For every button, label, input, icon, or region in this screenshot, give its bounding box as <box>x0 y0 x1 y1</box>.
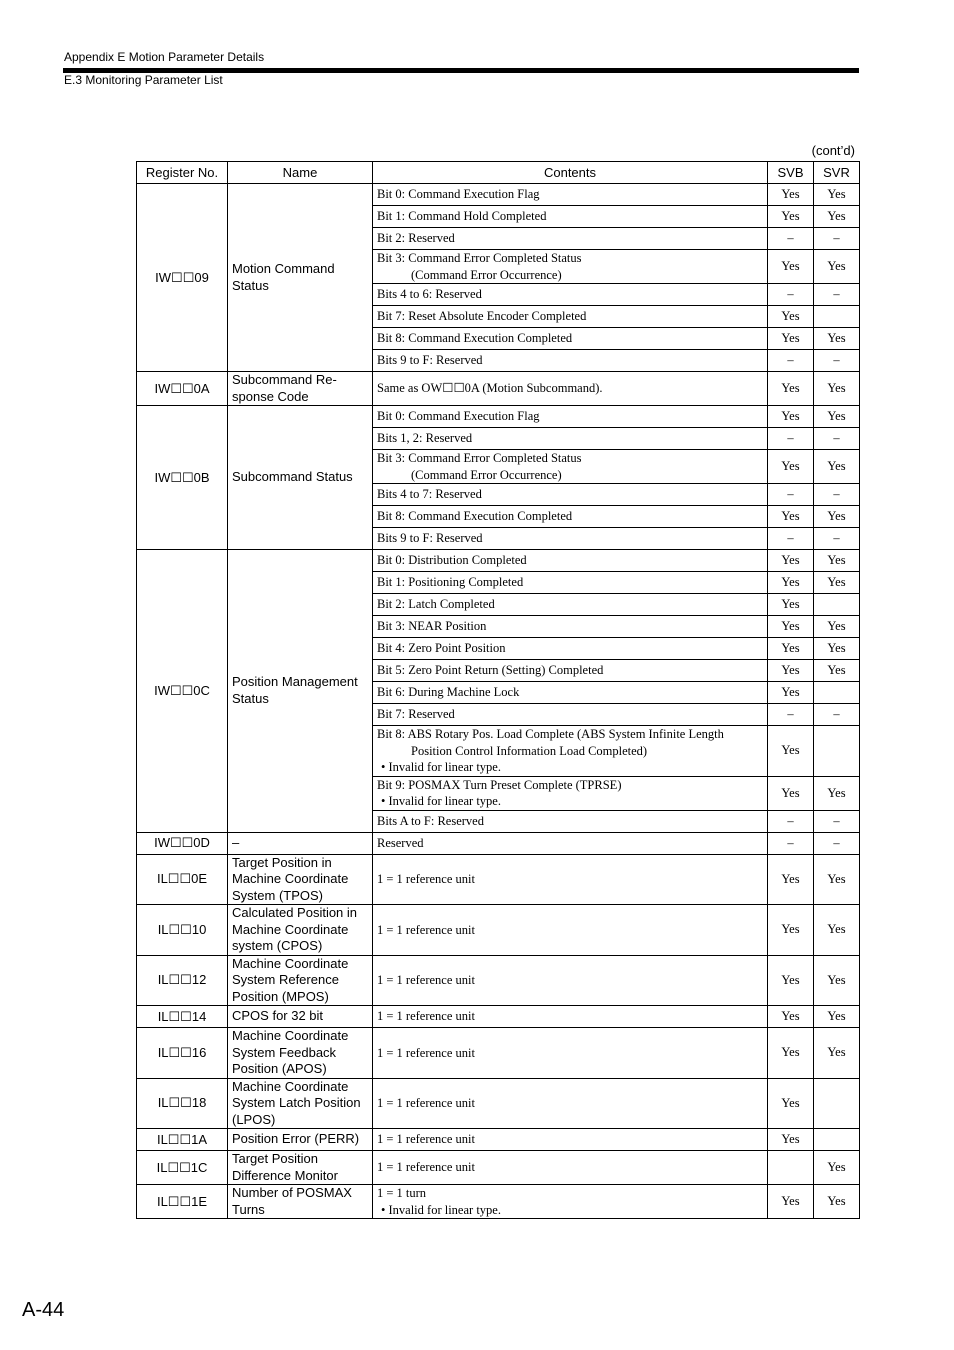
contents-cell <box>373 484 768 506</box>
contents-text: 1 = 1 reference unit <box>377 1096 475 1110</box>
contents-cell <box>373 1078 768 1129</box>
contents-subtext: (Command Error Occurrence) <box>411 267 562 282</box>
contents-cell <box>373 328 768 350</box>
table-header-row <box>137 162 860 184</box>
contents-text: Bits 1, 2: Reserved <box>377 431 473 446</box>
svr-cell: – <box>814 428 860 450</box>
parameter-name-cell: Machine Coordinate System Reference Position (MPOS) <box>228 955 373 1006</box>
contents-cell <box>373 682 768 704</box>
svr-cell <box>814 594 860 616</box>
register-number-cell: IL☐☐16 <box>137 1028 228 1079</box>
svb-cell: Yes <box>768 506 814 528</box>
contents-text: Bit 3: Command Error Completed Status <box>377 251 582 265</box>
parameter-name-cell: Calculated Position in Machine Coordinate system (CPOS) <box>228 905 373 956</box>
parameter-name-cell: – <box>228 832 373 854</box>
svb-cell: Yes <box>768 660 814 682</box>
svr-cell: – <box>814 528 860 550</box>
contents-text: 1 = 1 reference unit <box>377 872 475 886</box>
contents-text: 1 = 1 reference unit <box>377 922 475 937</box>
contents-text: Bits 4 to 6: Reserved <box>377 287 482 302</box>
svb-cell: Yes <box>768 406 814 428</box>
contents-cell <box>373 776 768 810</box>
parameter-name-cell: Motion Command Status <box>228 184 373 372</box>
svr-cell: Yes <box>814 184 860 206</box>
contents-cell <box>373 726 768 777</box>
svb-cell: – <box>768 810 814 832</box>
contents-text: Bit 7: Reset Absolute Encoder Completed <box>377 309 587 324</box>
register-number-cell: IL☐☐12 <box>137 955 228 1006</box>
svr-cell: – <box>814 228 860 250</box>
contents-cell <box>373 832 768 854</box>
svb-cell: Yes <box>768 955 814 1006</box>
table-row <box>137 1185 860 1219</box>
svb-cell: Yes <box>768 328 814 350</box>
contents-subtext: Position Control Information Load Completed) <box>411 743 648 758</box>
svr-cell: – <box>814 350 860 372</box>
contents-text: Bits 9 to F: Reserved <box>377 531 483 546</box>
table-row <box>137 406 860 428</box>
svb-cell: Yes <box>768 450 814 484</box>
contents-cell <box>373 905 768 956</box>
contents-cell <box>373 284 768 306</box>
svb-cell: – <box>768 428 814 450</box>
svb-cell: Yes <box>768 776 814 810</box>
contents-cell <box>373 450 768 484</box>
svr-cell: Yes <box>814 1006 860 1028</box>
svr-cell: Yes <box>814 854 860 905</box>
svr-cell <box>814 682 860 704</box>
svr-cell: Yes <box>814 506 860 528</box>
contents-text: 1 = 1 reference unit <box>377 1009 475 1024</box>
monitoring-parameter-table <box>136 161 860 1219</box>
page-number: A-44 <box>22 1299 65 1321</box>
svr-cell: Yes <box>814 1151 860 1185</box>
svr-cell: Yes <box>814 1028 860 1079</box>
svb-cell: Yes <box>768 1129 814 1151</box>
svr-cell: Yes <box>814 450 860 484</box>
register-number-cell: IW☐☐0D <box>137 832 228 854</box>
svb-cell: Yes <box>768 1078 814 1129</box>
svb-cell: Yes <box>768 638 814 660</box>
contents-note: • Invalid for linear type. <box>381 1202 501 1217</box>
contents-text: Bits A to F: Reserved <box>377 813 484 828</box>
contents-cell <box>373 704 768 726</box>
svb-cell: Yes <box>768 306 814 328</box>
contents-cell <box>373 250 768 284</box>
svr-cell: Yes <box>814 638 860 660</box>
contents-text: Bit 8: Command Execution Completed <box>377 509 573 524</box>
svb-cell: Yes <box>768 905 814 956</box>
svb-cell: – <box>768 484 814 506</box>
contents-text: Bit 4: Zero Point Position <box>377 641 506 656</box>
contents-text: 1 = 1 reference unit <box>377 1132 475 1147</box>
contents-text: 1 = 1 reference unit <box>377 973 475 987</box>
table-row <box>137 854 860 905</box>
contents-cell <box>373 638 768 660</box>
register-number-cell: IL☐☐0E <box>137 854 228 905</box>
contents-cell <box>373 955 768 1006</box>
svr-cell: Yes <box>814 616 860 638</box>
contents-cell <box>373 1006 768 1028</box>
table-row <box>137 184 860 206</box>
svb-cell: – <box>768 704 814 726</box>
contents-text: Bit 3: Command Error Completed Status <box>377 451 582 465</box>
svr-cell <box>814 1129 860 1151</box>
svb-cell <box>768 1151 814 1185</box>
register-number-cell: IW☐☐0B <box>137 406 228 550</box>
table-row <box>137 1151 860 1185</box>
svr-cell: Yes <box>814 206 860 228</box>
contents-text: Bit 8: Command Execution Completed <box>377 331 573 346</box>
svb-cell: Yes <box>768 572 814 594</box>
contents-cell <box>373 1151 768 1185</box>
table-row <box>137 1078 860 1129</box>
table-row <box>137 832 860 854</box>
svr-cell: Yes <box>814 250 860 284</box>
parameter-name-cell: CPOS for 32 bit <box>228 1006 373 1028</box>
parameter-name-cell: Subcommand Status <box>228 406 373 550</box>
table-row <box>137 1028 860 1079</box>
contents-cell <box>373 1185 768 1219</box>
svb-cell: Yes <box>768 594 814 616</box>
contents-cell <box>373 660 768 682</box>
table-body <box>137 184 860 1219</box>
table-row <box>137 550 860 572</box>
contents-text: Bit 0: Distribution Completed <box>377 553 527 568</box>
contents-cell <box>373 550 768 572</box>
svr-cell <box>814 306 860 328</box>
register-number-cell: IW☐☐0A <box>137 372 228 406</box>
svr-cell: Yes <box>814 550 860 572</box>
svr-cell: Yes <box>814 955 860 1006</box>
svb-cell: – <box>768 832 814 854</box>
contents-subtext: (Command Error Occurrence) <box>411 467 562 482</box>
contents-cell <box>373 528 768 550</box>
parameter-name-cell: Target Position Difference Monitor <box>228 1151 373 1185</box>
contents-cell <box>373 506 768 528</box>
table-row <box>137 372 860 406</box>
contents-note: • Invalid for linear type. <box>381 794 501 808</box>
svb-cell: Yes <box>768 1006 814 1028</box>
svb-cell: Yes <box>768 550 814 572</box>
contents-text: Bits 9 to F: Reserved <box>377 353 483 368</box>
contents-cell <box>373 206 768 228</box>
register-number-cell: IL☐☐1E <box>137 1185 228 1219</box>
register-number-cell: IL☐☐1A <box>137 1129 228 1151</box>
svr-cell: – <box>814 810 860 832</box>
register-number-cell: IW☐☐0C <box>137 550 228 833</box>
svr-cell <box>814 726 860 777</box>
contents-cell <box>373 854 768 905</box>
table-row <box>137 1006 860 1028</box>
contents-cell <box>373 406 768 428</box>
parameter-name-cell: Number of POSMAX Turns <box>228 1185 373 1219</box>
contents-text: Bits 4 to 7: Reserved <box>377 487 482 502</box>
svb-cell: Yes <box>768 616 814 638</box>
contents-text: Bit 8: ABS Rotary Pos. Load Complete (ABS System Infinite Length <box>377 727 724 741</box>
register-number-cell: IL☐☐14 <box>137 1006 228 1028</box>
contents-text: Reserved <box>377 835 424 850</box>
contents-cell <box>373 1028 768 1079</box>
contents-cell <box>373 372 768 406</box>
contents-text: 1 = 1 reference unit <box>377 1160 475 1175</box>
contents-cell <box>373 810 768 832</box>
contents-text: 1 = 1 reference unit <box>377 1045 475 1060</box>
parameter-name-cell: Target Position in Machine Coordinate System (TPOS) <box>228 854 373 905</box>
contents-text: Bit 5: Zero Point Return (Setting) Completed <box>377 663 604 678</box>
parameter-name-cell: Machine Coordinate System Latch Position (LPOS) <box>228 1078 373 1129</box>
svb-cell: Yes <box>768 726 814 777</box>
parameter-name-cell: Machine Coordinate System Feedback Position (APOS) <box>228 1028 373 1079</box>
contents-cell <box>373 1129 768 1151</box>
svr-cell: – <box>814 484 860 506</box>
svr-cell <box>814 1078 860 1129</box>
contents-text: Bit 1: Command Hold Completed <box>377 209 547 224</box>
register-number-cell: IL☐☐10 <box>137 905 228 956</box>
contents-cell <box>373 350 768 372</box>
parameter-name-cell: Subcommand Re-sponse Code <box>228 372 373 406</box>
contents-text: Bit 2: Latch Completed <box>377 597 495 612</box>
running-header-chapter: Appendix E Motion Parameter Details <box>64 50 265 64</box>
svr-cell: Yes <box>814 572 860 594</box>
register-number-cell: IL☐☐1C <box>137 1151 228 1185</box>
svr-cell: Yes <box>814 328 860 350</box>
contents-cell <box>373 228 768 250</box>
svb-cell: – <box>768 228 814 250</box>
column-header: Name <box>228 162 373 184</box>
column-header: Contents <box>373 162 768 184</box>
svb-cell: Yes <box>768 854 814 905</box>
svr-cell: Yes <box>814 372 860 406</box>
svb-cell: Yes <box>768 184 814 206</box>
svr-cell: Yes <box>814 776 860 810</box>
table-row <box>137 1129 860 1151</box>
contents-text: Bit 0: Command Execution Flag <box>377 187 540 202</box>
contents-cell <box>373 428 768 450</box>
svr-cell: Yes <box>814 905 860 956</box>
table-row <box>137 905 860 956</box>
running-header-section: E.3 Monitoring Parameter List <box>64 73 223 87</box>
column-header: Register No. <box>137 162 228 184</box>
contents-text: Bit 0: Command Execution Flag <box>377 409 540 424</box>
svr-cell: Yes <box>814 1185 860 1219</box>
svr-cell: Yes <box>814 660 860 682</box>
contents-cell <box>373 616 768 638</box>
svr-cell: – <box>814 704 860 726</box>
continued-label: (cont’d) <box>811 143 855 158</box>
svb-cell: Yes <box>768 372 814 406</box>
svb-cell: Yes <box>768 1185 814 1219</box>
svr-cell: Yes <box>814 406 860 428</box>
svb-cell: Yes <box>768 682 814 704</box>
contents-text: Bit 6: During Machine Lock <box>377 685 520 700</box>
contents-cell <box>373 594 768 616</box>
svr-cell: – <box>814 284 860 306</box>
contents-cell <box>373 306 768 328</box>
column-header: SVB <box>768 162 814 184</box>
contents-text: Bit 9: POSMAX Turn Preset Complete (TPRSE) <box>377 777 622 792</box>
register-number-cell: IW☐☐09 <box>137 184 228 372</box>
contents-text: Bit 2: Reserved <box>377 231 455 246</box>
svb-cell: Yes <box>768 1028 814 1079</box>
column-header: SVR <box>814 162 860 184</box>
svb-cell: Yes <box>768 250 814 284</box>
parameter-name-cell: Position Error (PERR) <box>228 1129 373 1151</box>
contents-text: Bit 3: NEAR Position <box>377 619 487 634</box>
register-number-cell: IL☐☐18 <box>137 1078 228 1129</box>
table-row <box>137 955 860 1006</box>
contents-cell <box>373 572 768 594</box>
svr-cell: – <box>814 832 860 854</box>
svb-cell: Yes <box>768 206 814 228</box>
svb-cell: – <box>768 284 814 306</box>
contents-text: 1 = 1 turn <box>377 1186 427 1200</box>
contents-note: • Invalid for linear type. <box>381 760 501 774</box>
contents-text: Bit 7: Reserved <box>377 707 455 722</box>
svb-cell: – <box>768 350 814 372</box>
contents-cell <box>373 184 768 206</box>
svb-cell: – <box>768 528 814 550</box>
parameter-name-cell: Position Management Status <box>228 550 373 833</box>
contents-text: Bit 1: Positioning Completed <box>377 575 524 590</box>
contents-text: Same as OW☐☐0A (Motion Subcommand). <box>377 381 603 396</box>
